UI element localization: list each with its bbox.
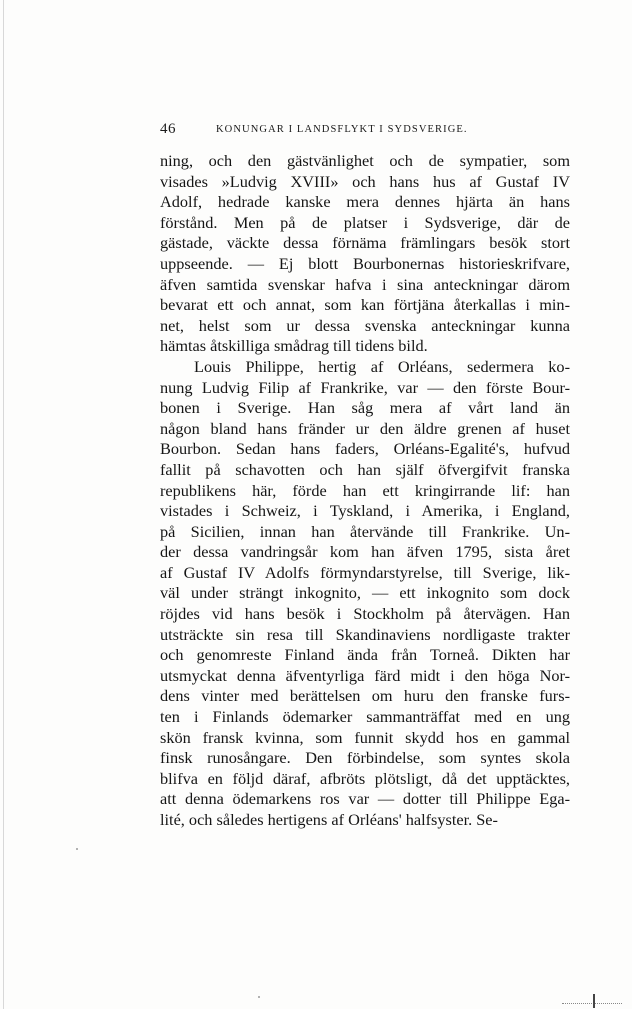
body-text	[160, 151, 570, 831]
running-title: KONUNGAR I LANDSFLYKT I SYDSVERIGE.	[216, 124, 468, 135]
text-line: uppseende. — Ej blott Bourbonernas historieskrifvare,	[160, 253, 570, 273]
text-line: net, helst som ur dessa svenska anteckningar kunna	[160, 315, 570, 335]
text-line: der dessa vandringsår kom han äfven 1795, sista året	[160, 542, 570, 562]
text-line: fallit på schavotten och han själf öfvergifvit franska	[160, 459, 570, 479]
paper-speck	[76, 848, 78, 850]
text-line: bonen i Sverige. Han såg mera af vårt land än	[160, 398, 570, 418]
text-line: blifva en följd däraf, afbröts plötsligt, då det upptäcktes,	[160, 768, 570, 788]
text-line: republikens här, förde han ett kringirrande lif: han	[160, 480, 570, 500]
text-line: ten i Finlands ödemarker sammanträffat med en ung	[160, 707, 570, 727]
text-line: visades »Ludvig XVIII» och hans hus af Gustaf IV	[160, 171, 570, 191]
text-line: lité, och således hertigens af Orléans' halfsyster. Se-	[160, 810, 498, 829]
paper-speck	[258, 996, 260, 998]
text-line: finsk runosångare. Den förbindelse, som syntes skola	[160, 748, 570, 768]
page-edge-shadow	[3, 0, 4, 1009]
scan-artifact	[593, 994, 595, 1008]
text-line: skön fransk kvinna, som funnit skydd hos en gammal	[160, 727, 570, 747]
text-line: Bourbon. Sedan hans faders, Orléans-Egalité's, hufvud	[160, 439, 570, 459]
scan-artifact	[562, 1003, 622, 1005]
text-line: vistades i Schweiz, i Tyskland, i Amerika, i England,	[160, 501, 570, 521]
page-number: 46	[160, 121, 176, 137]
text-line: äfven samtida svenskar hafva i sina anteckningar därom	[160, 274, 570, 294]
page-header	[160, 121, 570, 141]
text-line: Adolf, hedrade kanske mera dennes hjärta än hans	[160, 192, 570, 212]
text-line: Louis Philippe, hertig af Orléans, sedermera ko-	[194, 356, 570, 376]
text-line: på Sicilien, innan han återvände till Frankrike. Un-	[160, 521, 570, 541]
text-line: någon bland hans fränder ur den äldre grenen af huset	[160, 418, 570, 438]
text-line: gästade, väckte dessa förnäma främlingars besök stort	[160, 233, 570, 253]
text-line: hämtas åtskilliga smådrag till tidens bild.	[160, 336, 428, 356]
text-line: utsmyckat denna äfventyrliga färd midt i den höga Nor-	[160, 665, 570, 685]
text-line: röjdes vid hans besök i Stockholm på återvägen. Han	[160, 604, 570, 624]
text-line: af Gustaf IV Adolfs förmyndarstyrelse, till Sverige, lik-	[160, 562, 570, 582]
text-line: förstånd. Men på de platser i Sydsverige, där de	[160, 212, 570, 232]
text-line: dens vinter med berättelsen om huru den franske furs-	[160, 686, 570, 706]
text-line: ning, och den gästvänlighet och de sympatier, som	[160, 151, 570, 170]
text-line: och genomreste Finland ända från Torneå. Dikten har	[160, 645, 570, 665]
text-line: nung Ludvig Filip af Frankrike, var — den förste Bour-	[160, 377, 570, 397]
text-line: utsträckte sin resa till Skandinaviens nordligaste trakter	[160, 624, 570, 644]
text-line: väl under strängt inkognito, — ett inkognito som dock	[160, 583, 570, 603]
text-line: att denna ödemarkens ros var — dotter till Philippe Ega-	[160, 789, 570, 809]
text-line: bevarat ett och annat, som kan förtjäna återkallas i min-	[160, 295, 570, 315]
